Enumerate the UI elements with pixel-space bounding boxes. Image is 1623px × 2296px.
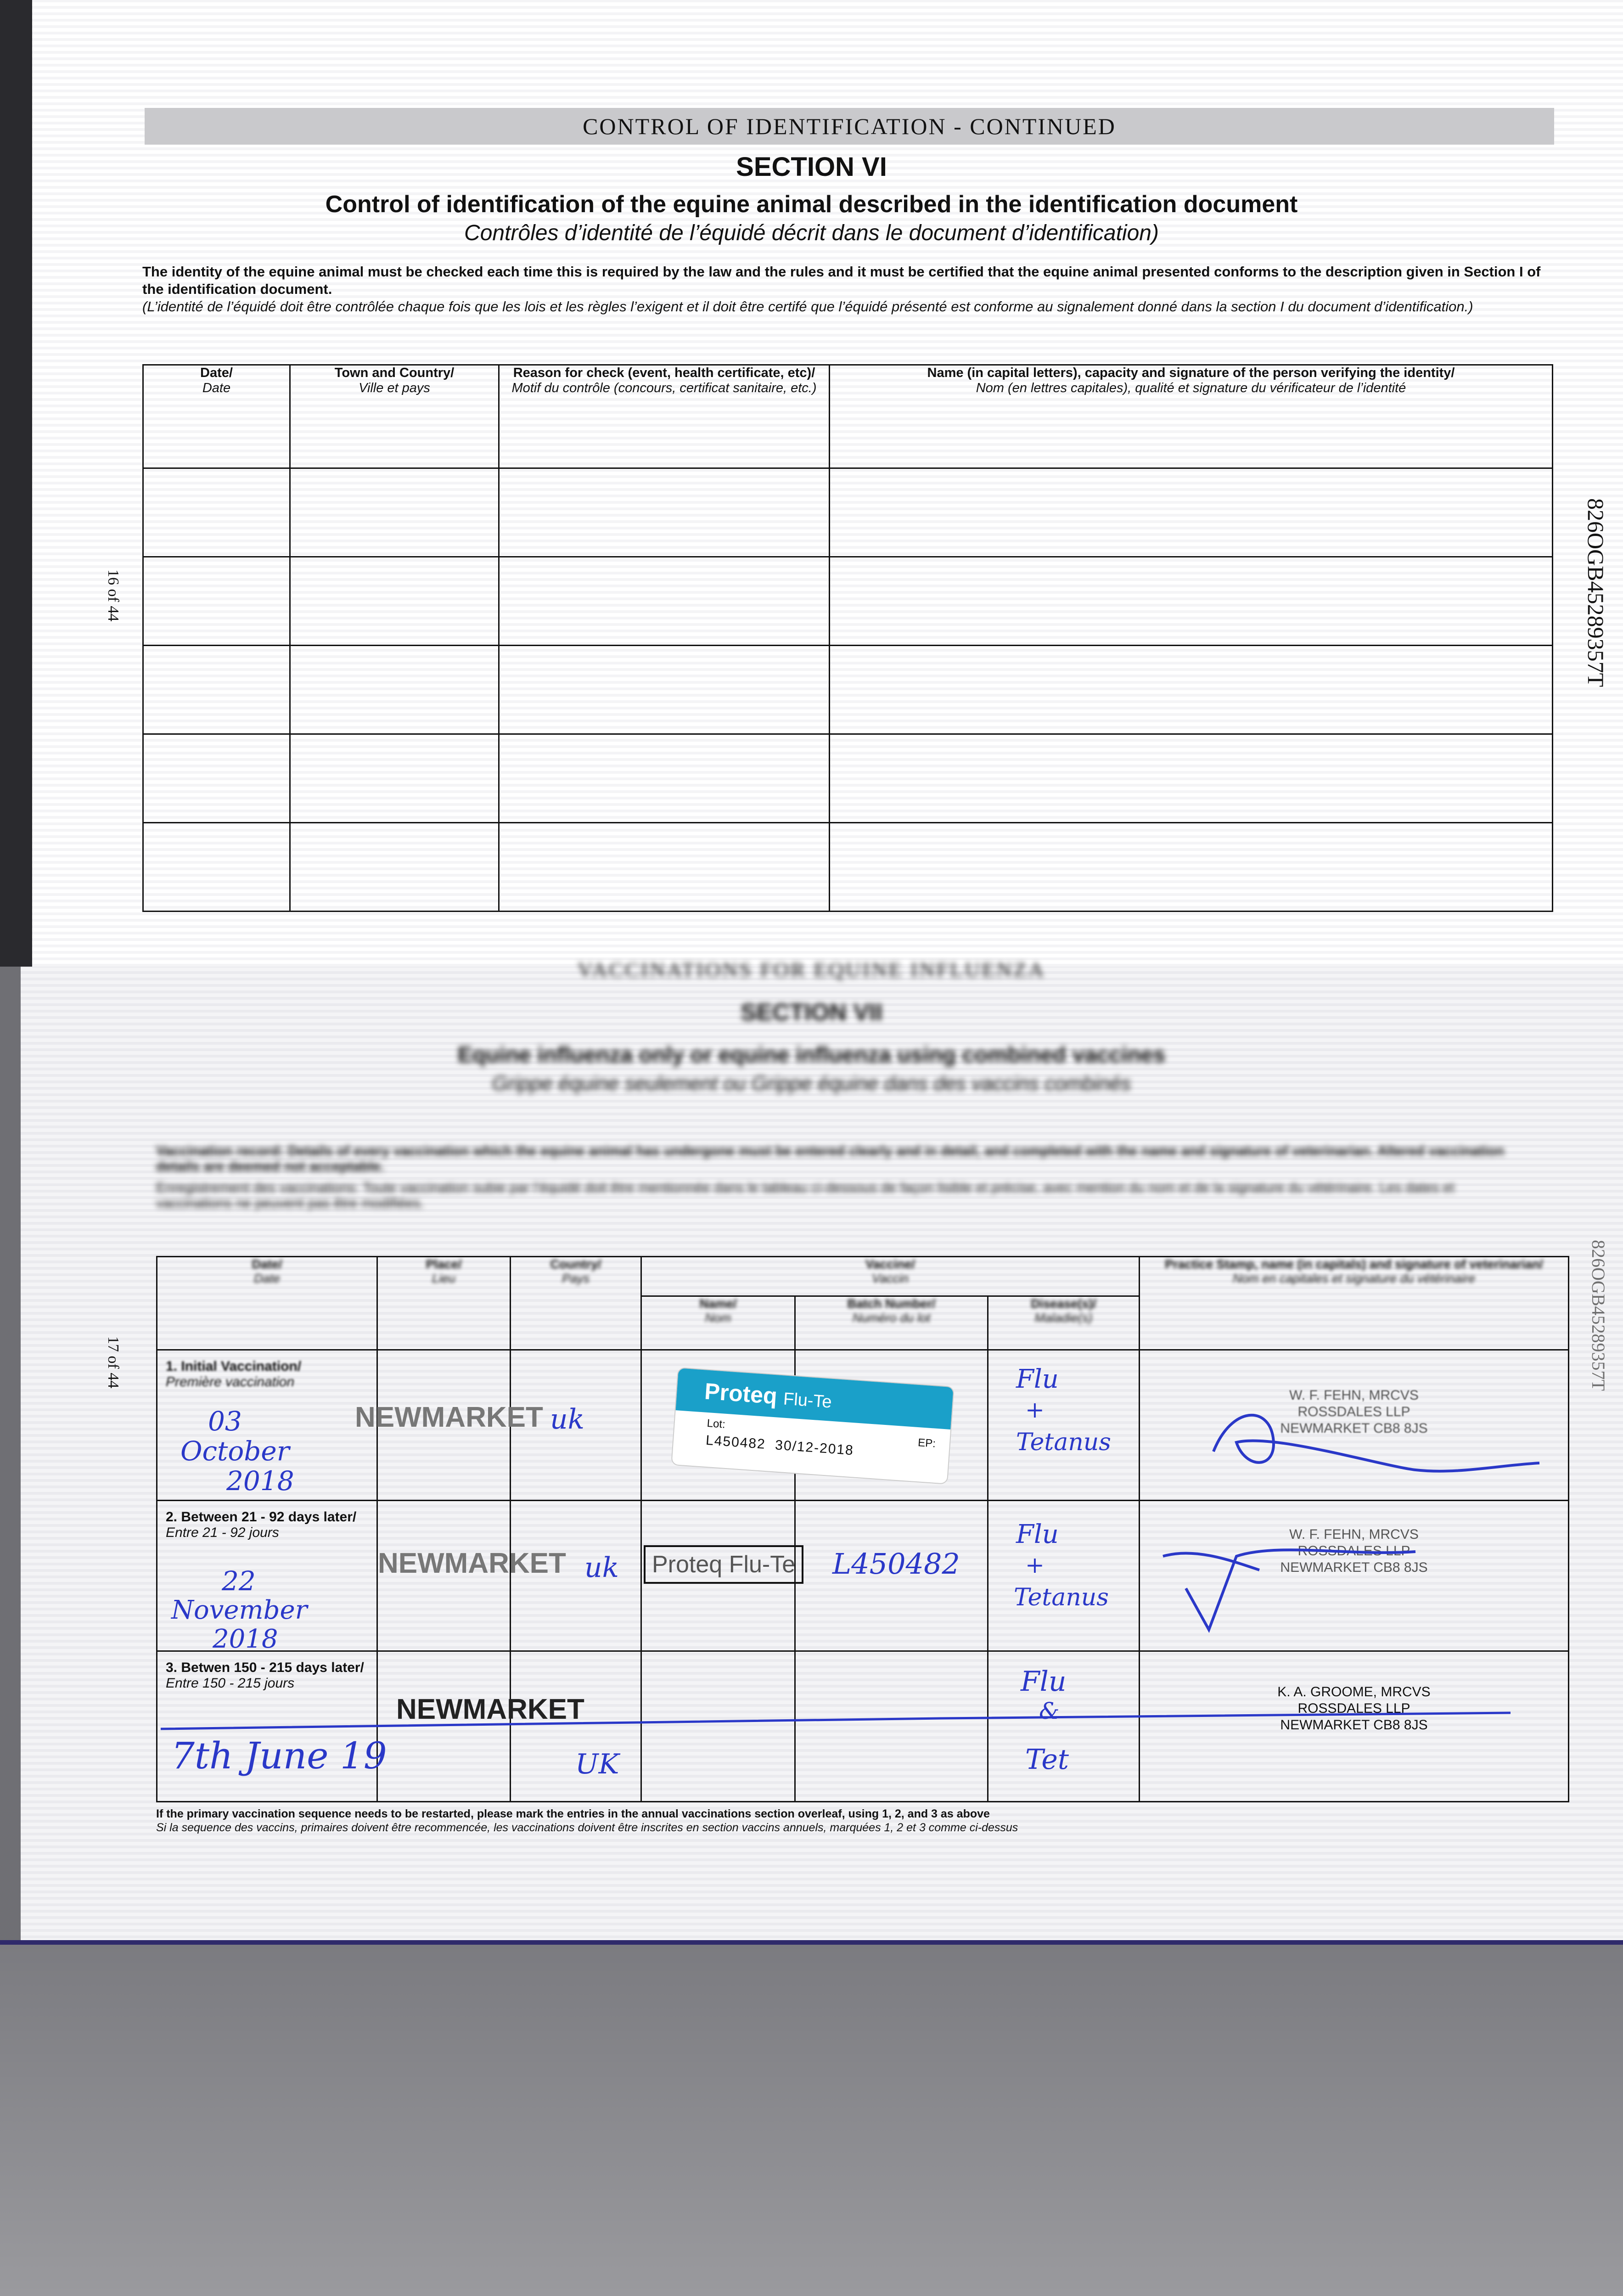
footer-note: If the primary vaccination sequence needs to be restarted, please mark the entries in the annual vaccinations section overleaf, using 1, 2, and 3 as above Si la sequence des vaccins, primaires doivent être recommencée, les vaccinations doivent être inscrites en section vaccins annuels, marquées 1, 2 et 3 comme ci-dessus	[156, 1807, 1018, 1834]
col-vaccine-name: Name/ Nom	[641, 1296, 795, 1350]
sticker-lot: L450482	[705, 1432, 766, 1452]
sticker-exp-label: EP:	[917, 1436, 936, 1450]
vet-stamp: W. F. FEHN, MRCVS ROSSDALES LLP NEWMARKET CB8 8JS	[1280, 1388, 1428, 1436]
scanner-background	[0, 1945, 1623, 2296]
section-heading: SECTION VI	[736, 152, 887, 182]
col-date: Date/ Date	[143, 365, 290, 468]
diseases-cell: Flu + Tetanus	[988, 1501, 1140, 1651]
vet-signature	[1158, 1538, 1480, 1639]
handwritten-country: UK	[575, 1748, 619, 1780]
date-cell: 3. Betwen 150 - 215 days later/ Entre 150 - 215 jours 7th June 19	[157, 1651, 377, 1802]
place-stamp: NEWMARKET	[355, 1401, 543, 1433]
page-number: 16 of 44	[105, 569, 122, 622]
ink-line	[156, 1708, 1533, 1736]
table-header-row	[143, 365, 1553, 468]
place-stamp: NEWMARKET	[378, 1548, 566, 1579]
col-batch: Batch Number/ Numéro du lot	[795, 1296, 988, 1350]
handwritten-country: uk	[584, 1552, 619, 1584]
title-french-blurred: Grippe équine seulement ou Grippe équine dans des vaccins combinés	[492, 1072, 1131, 1095]
handwritten-date: 03	[208, 1406, 242, 1437]
document-id: 826OGB45289357T	[1588, 1240, 1609, 1391]
table-row	[143, 557, 1553, 646]
sticker-product: Flu-Te	[782, 1389, 832, 1412]
document-id: 826OGB45289357T	[1583, 498, 1609, 687]
batch-cell	[795, 1501, 988, 1651]
vet-stamp: W. F. FEHN, MRCVS ROSSDALES LLP NEWMARKET CB8 8JS	[1280, 1527, 1428, 1575]
table-row	[143, 734, 1553, 823]
section-band: CONTROL OF IDENTIFICATION - CONTINUED	[145, 108, 1554, 145]
section-heading-blurred: SECTION VII	[740, 999, 883, 1026]
col-place: Place/ Lieu	[377, 1257, 511, 1350]
intro-text	[142, 263, 1556, 315]
col-date: Date/ Date	[157, 1257, 377, 1350]
col-practice: Practice Stamp, name (in capitals) and signature of veterinarian/ Nom en capitales et signature du vétérinaire	[1140, 1257, 1569, 1350]
sticker-lot-label: Lot:	[706, 1417, 726, 1431]
col-country: Country/ Pays	[511, 1257, 641, 1350]
col-town: Town and Country/ Ville et pays	[290, 365, 499, 468]
title-french: Contrôles d’identité de l’équidé décrit dans le document d’identification)	[464, 221, 1159, 245]
table-row	[143, 646, 1553, 734]
col-verifier: Name (in capital letters), capacity and signature of the person verifying the identity/ Nom (en lettres capitales), qualité et signature du vérificateur de l’identité	[830, 365, 1553, 468]
handwritten-date: 22	[222, 1565, 256, 1597]
title-english-blurred: Equine influenza only or equine influenza using combined vaccines	[457, 1043, 1166, 1067]
vaccine-name-stamp: Proteq Flu-Te	[644, 1545, 803, 1584]
intro-english: The identity of the equine animal must be checked each time this is required by the law and the rules and it must be certified that the equine animal presented conforms to the description given in Section I of the identification document.	[142, 264, 1541, 297]
sticker-brand: Proteq	[703, 1378, 778, 1409]
handwritten-date: 7th June 19	[171, 1734, 387, 1777]
col-diseases: Disease(s)/ Maladie(s)	[988, 1296, 1140, 1350]
title-english: Control of identification of the equine animal described in the identification document	[325, 191, 1298, 218]
col-reason: Reason for check (event, health certificate, etc)/ Motif du contrôle (concours, certificat sanitaire, etc.)	[499, 365, 830, 468]
handwritten-country: uk	[550, 1403, 584, 1435]
practice-cell	[1140, 1350, 1569, 1501]
sticker-date: 30/12-2018	[775, 1437, 854, 1458]
intro-french: (L’identité de l’équidé doit être contrôlée chaque fois que les lois et les règles l’exigent et il doit être certifé que l’équidé présenté est conforme au signalement donné dans la section I du document d’identification.)	[142, 298, 1473, 315]
date-cell: 1. Initial Vaccination/ Première vaccination 03 October 2018	[157, 1350, 377, 1501]
vet-stamp: K. A. GROOME, MRCVS ROSSDALES LLP NEWMARKET CB8 8JS	[1277, 1684, 1431, 1733]
handwritten-batch: L450482	[832, 1547, 960, 1581]
place-stamp: NEWMARKET	[396, 1694, 584, 1725]
table-header-row	[157, 1257, 1569, 1296]
col-vaccine: Vaccine/ Vaccin	[641, 1257, 1140, 1296]
page-number: 17 of 44	[105, 1336, 122, 1389]
table-row	[143, 823, 1553, 912]
intro-french-blurred: Enregistrement des vaccinations: Toute vaccination subie par l’équidé doit être mentionnée dans le tableau ci-dessous de façon lisible et précise, avec mention du nom et de la signature du vétérinaire. Les dates et vaccinations ne peuvent pas être modifiées.	[156, 1180, 1455, 1211]
diseases-cell: Flu & Tet	[988, 1651, 1140, 1802]
intro-english-blurred: Vaccination record: Details of every vaccination which the equine animal has undergone must be entered clearly and in detail, and completed with the name and signature of veterinarian. Altered vaccination details are deemed not acceptable.	[156, 1143, 1505, 1174]
date-cell: 2. Between 21 - 92 days later/ Entre 21 - 92 jours 22 November 2018	[157, 1501, 377, 1651]
country-cell	[511, 1350, 641, 1501]
vet-signature	[1158, 1378, 1553, 1479]
identity-check-table	[142, 364, 1553, 912]
place-cell	[355, 1350, 543, 1501]
table-row	[157, 1501, 1569, 1651]
section-band-blurred: VACCINATIONS FOR EQUINE INFLUENZA	[577, 958, 1046, 981]
country-cell	[511, 1501, 641, 1651]
practice-cell	[1140, 1501, 1569, 1651]
place-cell	[377, 1501, 566, 1651]
diseases-cell: Flu + Tetanus	[988, 1350, 1140, 1501]
vaccine-sticker	[672, 1368, 953, 1483]
scanner-edge	[0, 0, 32, 967]
table-row	[143, 468, 1553, 557]
